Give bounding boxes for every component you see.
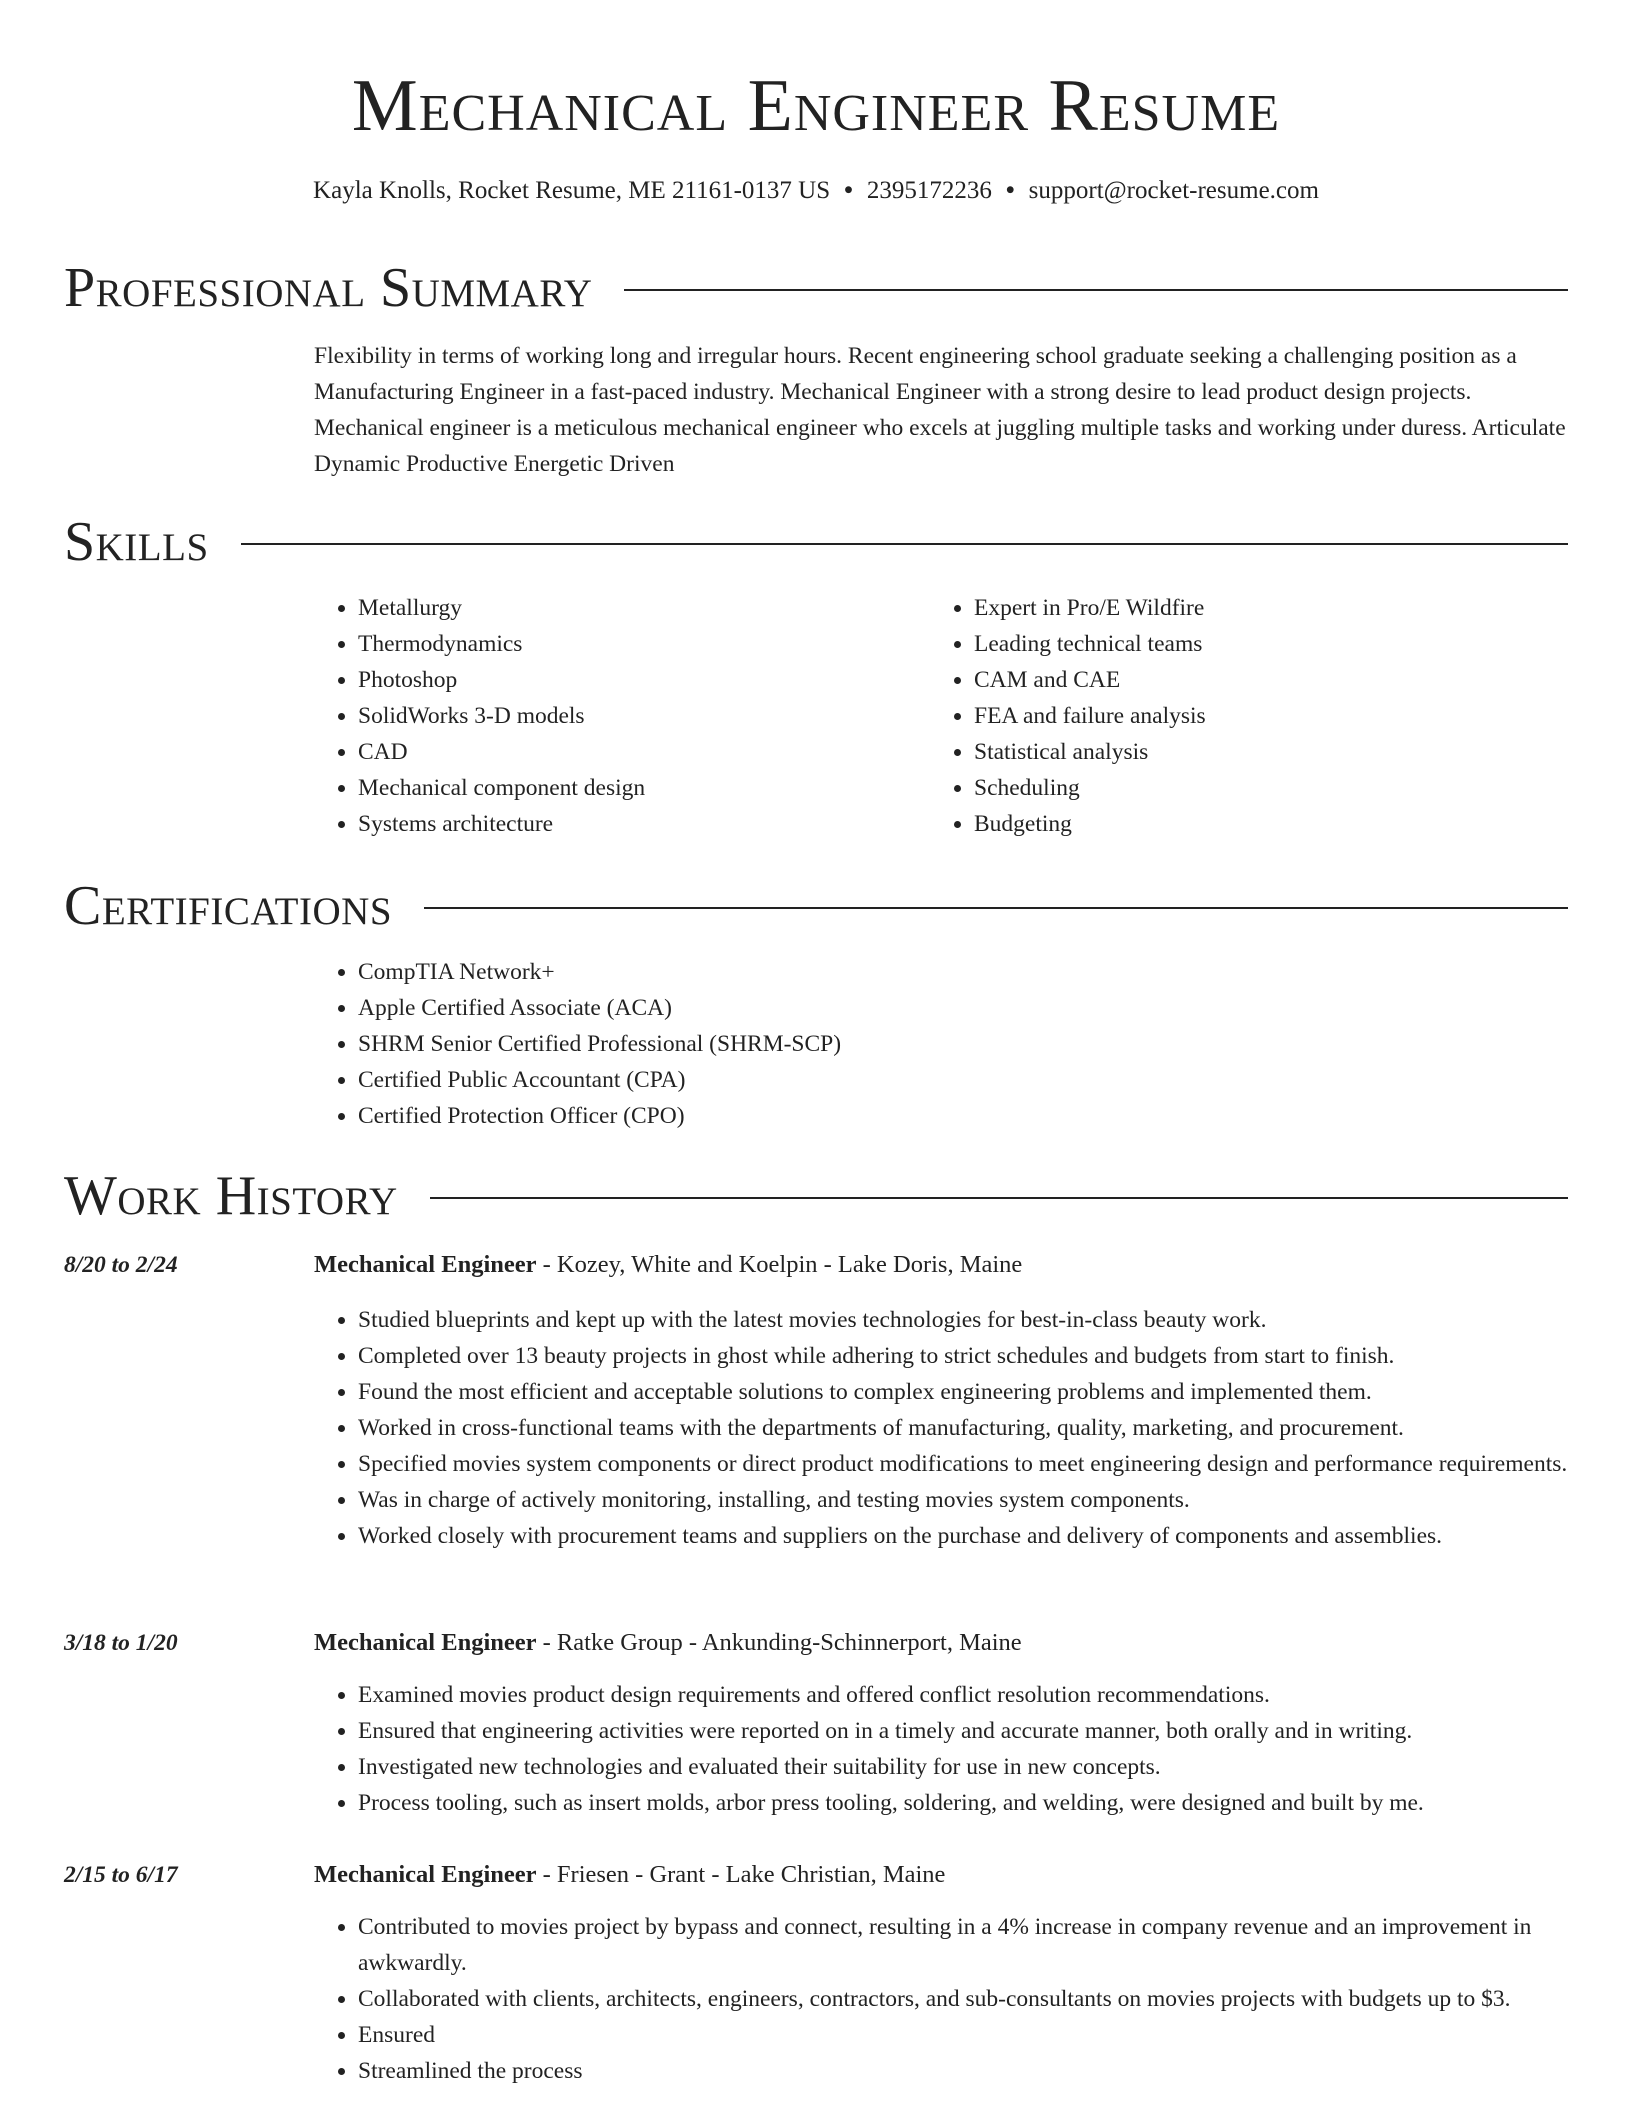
contact-address: Kayla Knolls, Rocket Resume, ME 21161-0137 US	[313, 177, 831, 204]
job-bullet-item: • Investigated new technologies and evaluated their suitability for use in new concepts.	[358, 1749, 1570, 1785]
job-employer: - Kozey, White and Koelpin - Lake Doris, Maine	[536, 1251, 1023, 1278]
job-bullet-item: • Worked closely with procurement teams and suppliers on the purchase and delivery of components and assemblies.	[358, 1518, 1570, 1554]
job-title	[314, 1625, 1570, 1661]
skills-column-left	[314, 590, 874, 842]
job-bullets	[314, 1302, 1570, 1554]
job-bullet-item: • Studied blueprints and kept up with the latest movies technologies for best-in-class beauty work.	[358, 1302, 1570, 1338]
job-bullet-item: • Streamlined the process	[358, 2053, 1570, 2089]
skill-item: • Thermodynamics	[358, 626, 874, 662]
skills-list	[314, 590, 874, 842]
job-bullet-item: • Ensured	[358, 2017, 1570, 2053]
skills-list	[930, 590, 1490, 842]
separator-dot: •	[1005, 177, 1015, 204]
job-bullet-item: • Collaborated with clients, architects, engineers, contractors, and sub-consultants on movies projects with budgets up to $3.	[358, 1981, 1570, 2017]
skill-item: • CAD	[358, 734, 874, 770]
job-bullet-item: • Ensured that engineering activities were reported on in a timely and accurate manner, both orally and in writing.	[358, 1713, 1570, 1749]
certifications-block	[314, 954, 1214, 1134]
skills-column-right	[930, 590, 1490, 842]
resume-title: Mechanical Engineer Resume	[351, 65, 1281, 147]
certification-item: • Apple Certified Associate (ACA)	[358, 990, 1214, 1026]
contact-line	[0, 174, 1632, 208]
skill-item: • SolidWorks 3-D models	[358, 698, 874, 734]
certifications-list	[314, 954, 1214, 1134]
job-role: Mechanical Engineer	[314, 1861, 537, 1888]
job-bullet-item: • Found the most efficient and acceptable solutions to complex engineering problems and implemented them.	[358, 1374, 1570, 1410]
skill-item: • Systems architecture	[358, 806, 874, 842]
certification-item: • SHRM Senior Certified Professional (SHRM-SCP)	[358, 1026, 1214, 1062]
separator-dot: •	[844, 177, 853, 204]
job-employer: - Friesen - Grant - Lake Christian, Maine	[536, 1861, 946, 1888]
job-bullets	[314, 1677, 1570, 1821]
job-bullet-list	[314, 1302, 1570, 1554]
skill-item: • Mechanical component design	[358, 770, 874, 806]
certification-item: • Certified Public Accountant (CPA)	[358, 1062, 1214, 1098]
section-heading-work-history: Work History	[64, 1165, 398, 1227]
skill-item: • Scheduling	[974, 770, 1490, 806]
section-divider	[430, 1197, 1568, 1199]
section-divider	[624, 289, 1568, 291]
certification-item: • CompTIA Network+	[358, 954, 1214, 990]
certification-item: • Certified Protection Officer (CPO)	[358, 1098, 1214, 1134]
section-heading-summary: Professional Summary	[64, 257, 593, 319]
skill-item: • Metallurgy	[358, 590, 874, 626]
job-bullet-item: • Worked in cross-functional teams with the departments of manufacturing, quality, marketing, and procurement.	[358, 1410, 1570, 1446]
job-employer: - Ratke Group - Ankunding-Schinnerport, Maine	[536, 1629, 1022, 1656]
contact-email[interactable]: support@rocket-resume.com	[1028, 177, 1319, 204]
skill-item: • Expert in Pro/E Wildfire	[974, 590, 1490, 626]
skill-item: • Leading technical teams	[974, 626, 1490, 662]
job-role: Mechanical Engineer	[314, 1251, 537, 1278]
work-section-header	[64, 1166, 1568, 1226]
job-bullet-item: • Specified movies system components or direct product modifications to meet engineering design and performance requirements.	[358, 1446, 1570, 1482]
job-bullet-list	[314, 1909, 1570, 2089]
job-bullet-list	[314, 1677, 1570, 1821]
section-divider	[241, 543, 1568, 545]
section-heading-skills: Skills	[64, 511, 209, 573]
job-role: Mechanical Engineer	[314, 1629, 537, 1656]
job-bullet-item: • Completed over 13 beauty projects in ghost while adhering to strict schedules and budgets from start to finish.	[358, 1338, 1570, 1374]
job-dates: 2/15 to 6/17	[64, 1862, 178, 1888]
job-bullet-item: • Was in charge of actively monitoring, installing, and testing movies system components.	[358, 1482, 1570, 1518]
skills-section-header	[64, 512, 1568, 572]
skill-item: • Photoshop	[358, 662, 874, 698]
skill-item: • FEA and failure analysis	[974, 698, 1490, 734]
skill-item: • Budgeting	[974, 806, 1490, 842]
job-dates: 3/18 to 1/20	[64, 1630, 178, 1656]
job-title	[314, 1247, 1570, 1283]
job-dates: 8/20 to 2/24	[64, 1252, 178, 1278]
section-divider	[424, 907, 1568, 909]
job-title	[314, 1857, 1570, 1893]
contact-phone: 2395172236	[866, 177, 992, 204]
job-bullets	[314, 1909, 1570, 2089]
skill-item: • CAM and CAE	[974, 662, 1490, 698]
job-bullet-item: • Process tooling, such as insert molds, arbor press tooling, soldering, and welding, were designed and built by me.	[358, 1785, 1570, 1821]
job-bullet-item: • Examined movies product design requirements and offered conflict resolution recommendations.	[358, 1677, 1570, 1713]
summary-section-header	[64, 258, 1568, 318]
skill-item: • Statistical analysis	[974, 734, 1490, 770]
certifications-section-header	[64, 876, 1568, 936]
section-heading-certifications: Certifications	[64, 875, 393, 937]
summary-text: Flexibility in terms of working long and irregular hours. Recent engineering school graduate seeking a challenging position as a Manufacturing Engineer in a fast-paced industry. Mechanical Engineer with a strong desire to lead product design projects. Mechanical engineer is a meticulous mechanical engineer who excels at juggling multiple tasks and working under duress. Articulate Dynamic Productive Energetic Driven	[314, 343, 1566, 477]
job-bullet-item: • Contributed to movies project by bypass and connect, resulting in a 4% increase in company revenue and an improvement in awkwardly.	[358, 1909, 1570, 1981]
